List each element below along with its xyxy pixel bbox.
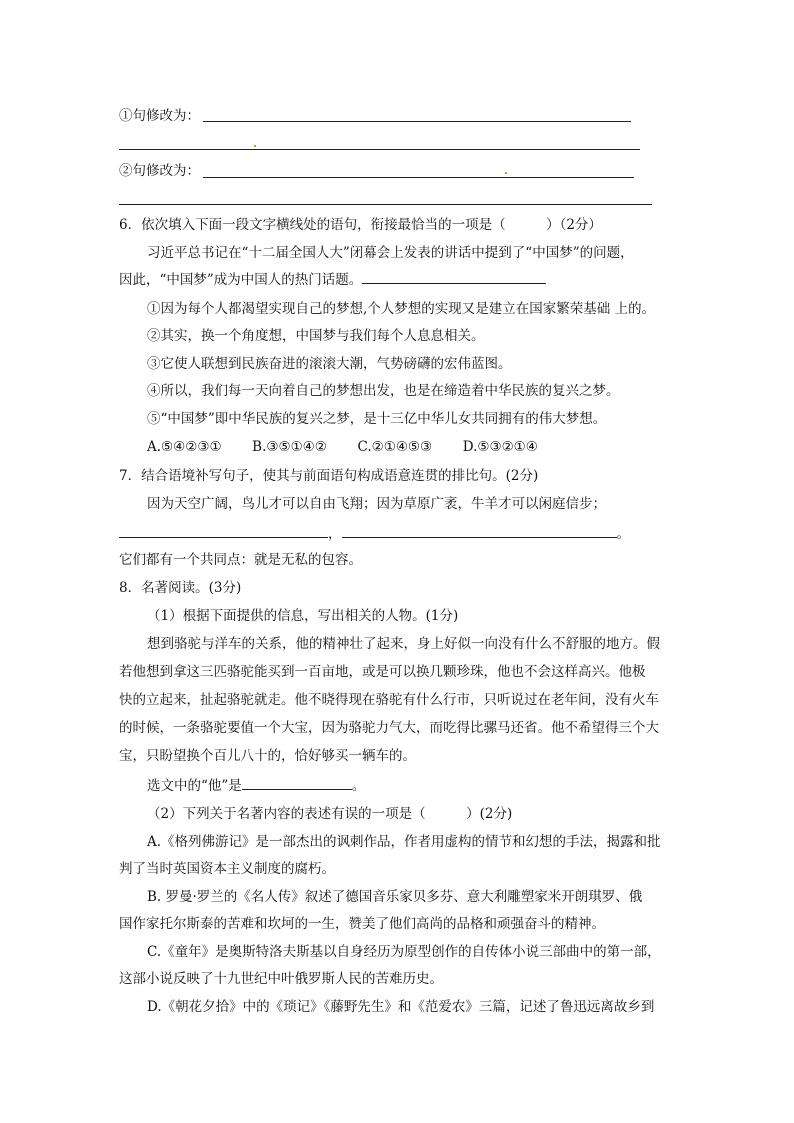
option-c[interactable]: C.②①④⑤③ xyxy=(357,439,433,455)
question-7-blank-2[interactable] xyxy=(342,524,617,538)
option-d[interactable]: D.⑤③②①④ xyxy=(462,439,538,455)
question-6-stem: 6．依次填入下面一段文字横线处的语句，衔接最恰当的一项是（ ）（2分） xyxy=(119,217,602,233)
option-b[interactable]: B.③⑤①④② xyxy=(252,439,327,455)
revision-2-answer-line[interactable] xyxy=(203,177,634,178)
excerpt-line: 宝，只盼望换个百儿八十的，恰好够买一辆车的。 xyxy=(119,748,416,764)
answer-suffix: 。 xyxy=(351,778,366,794)
question-7-stem: 7．结合语境补写句子，使其与前面语句构成语意连贯的排比句。(2分) xyxy=(119,468,539,484)
stray-mark xyxy=(254,145,256,147)
excerpt-line: 的时候，一条骆驼要值一个大宝，因为骆驼力气大，而吃得比骡马还省。他不希望得三个大 xyxy=(119,720,659,736)
question-8-sub-2: （2）下列关于名著内容的表述有误的一项是（ ）(2分) xyxy=(147,806,513,822)
sentence-1: ①因为每个人都渴望实现自己的梦想,个人梦想的实现又是建立在国家繁荣基础 上的。 xyxy=(147,301,656,317)
excerpt-line: 若他想到拿这三匹骆驼能买到一百亩地，或是可以换几颗珍珠，他也不会这样高兴。他极 xyxy=(119,664,646,680)
option-d-text: D.《朝花夕拾》中的《琐记》《藤野先生》和《范爱农》三篇，记述了鲁迅远离故乡到 xyxy=(147,999,655,1015)
question-8-stem: 8．名著阅读。(3分) xyxy=(119,580,242,596)
option-a-text: A.《格列佛游记》是一部杰出的讽刺作品，作者用虚构的情节和幻想的手法，揭露和批 xyxy=(147,834,661,850)
option-c-text-cont: 这部小说反映了十九世纪中叶俄罗斯人民的苦难历史。 xyxy=(119,971,443,987)
option-c-text: C.《童年》是奥斯特洛夫斯基以自身经历为原型创作的自传体小说三部曲中的第一部， xyxy=(147,944,661,960)
question-6-paragraph: 习近平总书记在“十二届全国人大”闭幕会上发表的讲话中提到了“中国梦”的问题， xyxy=(147,245,634,261)
option-b-text: B. 罗曼·罗兰的《名人传》叙述了德国音乐家贝多芬、意大利雕塑家米开朗琪罗、俄 xyxy=(147,889,643,905)
question-6-blank[interactable] xyxy=(362,270,546,284)
sentence-3: ③它使人联想到民族奋进的滚滚大潮，气势磅礴的宏伟蓝图。 xyxy=(147,356,512,372)
revision-2-continuation-line[interactable] xyxy=(119,204,652,205)
option-a[interactable]: A.⑤④②③① xyxy=(147,439,222,455)
question-6-options xyxy=(147,437,538,457)
question-6-paragraph-cont: 因此，“中国梦”成为中国人的热门话题。 xyxy=(119,272,363,288)
question-7-blank-1[interactable] xyxy=(119,524,328,538)
question-7-closing: 它们都有一个共同点：就是无私的包容。 xyxy=(119,552,362,568)
sentence-4: ④所以，我们每一天向着自己的梦想出发，也是在缔造着中华民族的复兴之梦。 xyxy=(147,383,620,399)
excerpt-line: 想到骆驼与洋车的关系，他的精神壮了起来，身上好似一向没有什么不舒服的地方。假 xyxy=(147,636,660,652)
revision-1-label: ①句修改为： xyxy=(119,108,200,124)
question-8-sub-1: （1）根据下面提供的信息，写出相关的人物。(1分) xyxy=(147,608,459,624)
revision-1-continuation-line[interactable] xyxy=(119,149,640,150)
revision-1-answer-line[interactable] xyxy=(203,121,631,122)
question-7-comma: ， xyxy=(328,526,342,542)
question-7-given: 因为天空广阔，鸟儿才可以自由飞翔；因为草原广袤，牛羊才可以闲庭信步； xyxy=(147,496,606,512)
stray-mark xyxy=(505,172,507,174)
option-b-text-cont: 国作家托尔斯泰的苦难和坎坷的一生，赞美了他们高尚的品格和顽强奋斗的精神。 xyxy=(119,916,605,932)
revision-2-label: ②句修改为： xyxy=(119,163,200,179)
question-7-period: 。 xyxy=(616,526,630,542)
sentence-2: ②其实，换一个角度想，中国梦与我们每个人息息相关。 xyxy=(147,328,485,344)
option-a-text-cont: 判了当时英国资本主义制度的腐朽。 xyxy=(119,861,335,877)
character-answer-blank[interactable] xyxy=(242,776,352,790)
excerpt-line: 快的立起来，扯起骆驼就走。他不晓得现在骆驼有什么行市，只听说过在老年间，没有火车 xyxy=(119,692,659,708)
sentence-5: ⑤“中国梦”即中华民族的复兴之梦，是十三亿中华儿女共同拥有的伟大梦想。 xyxy=(147,411,607,427)
answer-prefix: 选文中的“他”是 xyxy=(147,778,242,794)
